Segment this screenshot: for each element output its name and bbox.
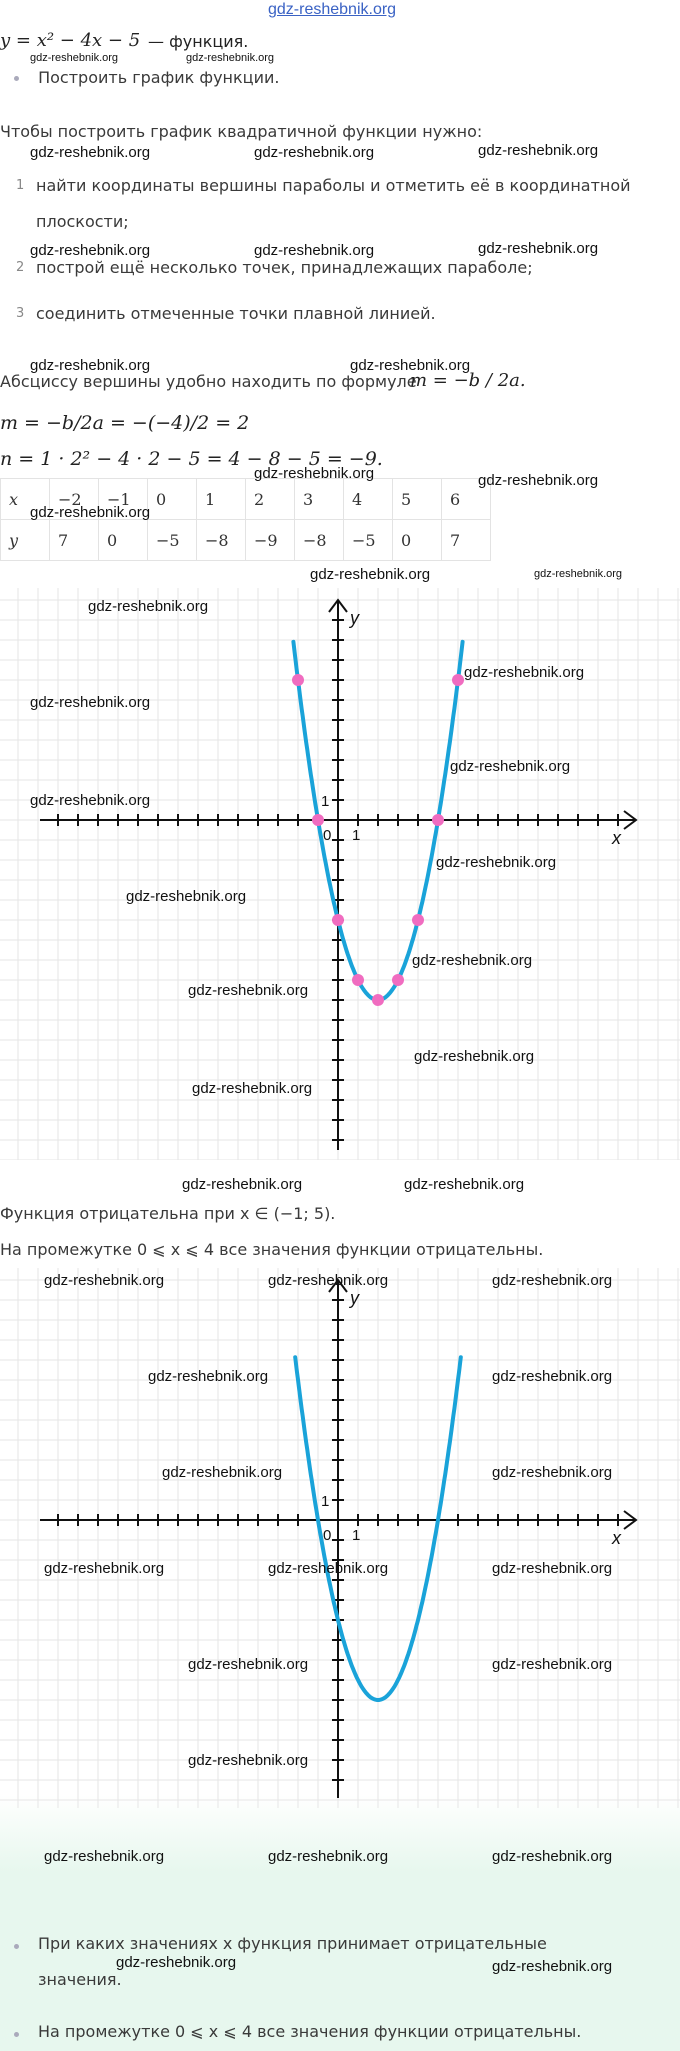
m-formula: m = −b/2a = −(−4)/2 = 2 (0, 412, 250, 434)
unit-x-label: 1 (352, 1527, 361, 1544)
watermark: gdz-reshebnik.org (44, 1560, 165, 1577)
conclusion-negative: Функция отрицательна при x ∈ (−1; 5). (0, 1204, 336, 1223)
watermark: gdz-reshebnik.org (30, 144, 151, 161)
watermark: gdz-reshebnik.org (450, 758, 571, 775)
watermark: gdz-reshebnik.org (492, 1656, 613, 1673)
plot-point (292, 674, 304, 686)
watermark: gdz-reshebnik.org (188, 1752, 309, 1769)
watermark: gdz-reshebnik.org (30, 242, 151, 259)
y-axis-label: y (350, 608, 359, 628)
watermark: gdz-reshebnik.org (478, 142, 599, 159)
table-cell: 7 (50, 520, 99, 561)
table-cell: −5 (344, 520, 393, 561)
task-text: Построить график функции. (38, 68, 280, 87)
x-axis-label: x (612, 828, 621, 848)
unit-y-label: 1 (321, 1493, 330, 1510)
function-suffix: — функция. (148, 32, 249, 51)
watermark: gdz-reshebnik.org (404, 1176, 525, 1193)
origin-label: 0 (323, 1527, 332, 1544)
watermark: gdz-reshebnik.org (188, 982, 309, 999)
bullet (14, 1944, 19, 1949)
watermark: gdz-reshebnik.org (534, 568, 623, 580)
table-cell: −9 (246, 520, 295, 561)
conclusion-interval: На промежутке 0 ⩽ x ⩽ 4 все значения функции отрицательны. (0, 1240, 544, 1259)
watermark: gdz-reshebnik.org (30, 792, 151, 809)
watermark: gdz-reshebnik.org (30, 357, 151, 374)
plot-point (312, 814, 324, 826)
abscissa-text: Абсциссу вершины удобно находить по формуле (0, 372, 417, 391)
table-cell: 5 (393, 479, 442, 520)
watermark: gdz-reshebnik.org (254, 144, 375, 161)
watermark: gdz-reshebnik.org (310, 566, 431, 583)
watermark: gdz-reshebnik.org (436, 854, 557, 871)
question-item (14, 2024, 19, 2043)
watermark: gdz-reshebnik.org (254, 242, 375, 259)
question-text-cont: значения. (38, 1970, 122, 1989)
watermark: gdz-reshebnik.org (30, 504, 151, 521)
table-cell: −5 (148, 520, 197, 561)
watermark: gdz-reshebnik.org (44, 1848, 165, 1865)
watermark: gdz-reshebnik.org (492, 1560, 613, 1577)
task-item (14, 68, 279, 87)
question-text: При каких значениях x функция принимает отрицательные (38, 1934, 547, 1953)
watermark: gdz-reshebnik.org (492, 1464, 613, 1481)
n-formula: n = 1 · 2² − 4 · 2 − 5 = 4 − 8 − 5 = −9. (0, 448, 383, 470)
watermark: gdz-reshebnik.org (148, 1368, 269, 1385)
step-number: 3 (16, 306, 25, 321)
watermark: gdz-reshebnik.org (492, 1272, 613, 1289)
table-cell: 4 (344, 479, 393, 520)
plot-point (332, 914, 344, 926)
watermark: gdz-reshebnik.org (412, 952, 533, 969)
watermark: gdz-reshebnik.org (30, 52, 119, 64)
graph-plain (0, 1268, 680, 1808)
table-cell: −8 (197, 520, 246, 561)
x-axis-label: x (612, 1528, 621, 1548)
watermark: gdz-reshebnik.org (192, 1080, 313, 1097)
step-number: 1 (16, 178, 25, 193)
table-cell: −8 (295, 520, 344, 561)
watermark: gdz-reshebnik.org (492, 1958, 613, 1975)
watermark: gdz-reshebnik.org (182, 1176, 303, 1193)
step-text-cont: плоскости; (36, 212, 129, 231)
table-cell: −2 (50, 479, 99, 520)
watermark: gdz-reshebnik.org (268, 1560, 389, 1577)
plot-point (372, 994, 384, 1006)
abscissa-formula: m = −b / 2a. (410, 370, 526, 391)
watermark: gdz-reshebnik.org (30, 694, 151, 711)
table-cell: 2 (246, 479, 295, 520)
watermark: gdz-reshebnik.org (268, 1848, 389, 1865)
y-axis-label: y (350, 1288, 359, 1308)
watermark: gdz-reshebnik.org (492, 1368, 613, 1385)
bullet (14, 2032, 19, 2037)
watermark: gdz-reshebnik.org (188, 1656, 309, 1673)
table-cell: 0 (393, 520, 442, 561)
table-cell: 0 (148, 479, 197, 520)
table-cell: 1 (197, 479, 246, 520)
step-number: 2 (16, 260, 25, 275)
watermark: gdz-reshebnik.org (162, 1464, 283, 1481)
question-text: На промежутке 0 ⩽ x ⩽ 4 все значения функции отрицательны. (38, 2022, 582, 2041)
table-header-x: x (1, 479, 50, 520)
watermark: gdz-reshebnik.org (254, 465, 375, 482)
site-watermark[interactable]: gdz-reshebnik.org (268, 1, 397, 18)
table-row (1, 520, 491, 561)
watermark: gdz-reshebnik.org (478, 240, 599, 257)
plot-point (432, 814, 444, 826)
parabola-graph-plain (0, 1268, 680, 1808)
origin-label: 0 (323, 827, 332, 844)
step-text: соединить отмеченные точки плавной линией. (36, 304, 436, 323)
watermark: gdz-reshebnik.org (88, 598, 209, 615)
function-formula: y = x² − 4x − 5 (0, 30, 141, 51)
watermark: gdz-reshebnik.org (186, 52, 275, 64)
watermark: gdz-reshebnik.org (126, 888, 247, 905)
step-text: найти координаты вершины параболы и отметить её в координатной (36, 176, 631, 195)
watermark: gdz-reshebnik.org (478, 472, 599, 489)
bullet (14, 76, 19, 81)
unit-y-label: 1 (321, 793, 330, 810)
question-item (14, 1936, 19, 1955)
plot-point (412, 914, 424, 926)
step-text: построй ещё несколько точек, принадлежащих параболе; (36, 258, 533, 277)
watermark: gdz-reshebnik.org (268, 1272, 389, 1289)
intro-text: Чтобы построить график квадратичной функции нужно: (0, 122, 483, 141)
watermark: gdz-reshebnik.org (492, 1848, 613, 1865)
question-panel-bg (0, 1795, 680, 2051)
watermark: gdz-reshebnik.org (414, 1048, 535, 1065)
table-cell: 3 (295, 479, 344, 520)
table-cell: 6 (442, 479, 491, 520)
unit-x-label: 1 (352, 827, 361, 844)
table-cell: 0 (99, 520, 148, 561)
plot-point (392, 974, 404, 986)
plot-point (352, 974, 364, 986)
table-cell: −1 (99, 479, 148, 520)
table-header-y: y (1, 520, 50, 561)
watermark: gdz-reshebnik.org (464, 664, 585, 681)
watermark: gdz-reshebnik.org (116, 1954, 237, 1971)
watermark: gdz-reshebnik.org (44, 1272, 165, 1289)
plot-point (452, 674, 464, 686)
table-cell: 7 (442, 520, 491, 561)
watermark: gdz-reshebnik.org (350, 357, 471, 374)
